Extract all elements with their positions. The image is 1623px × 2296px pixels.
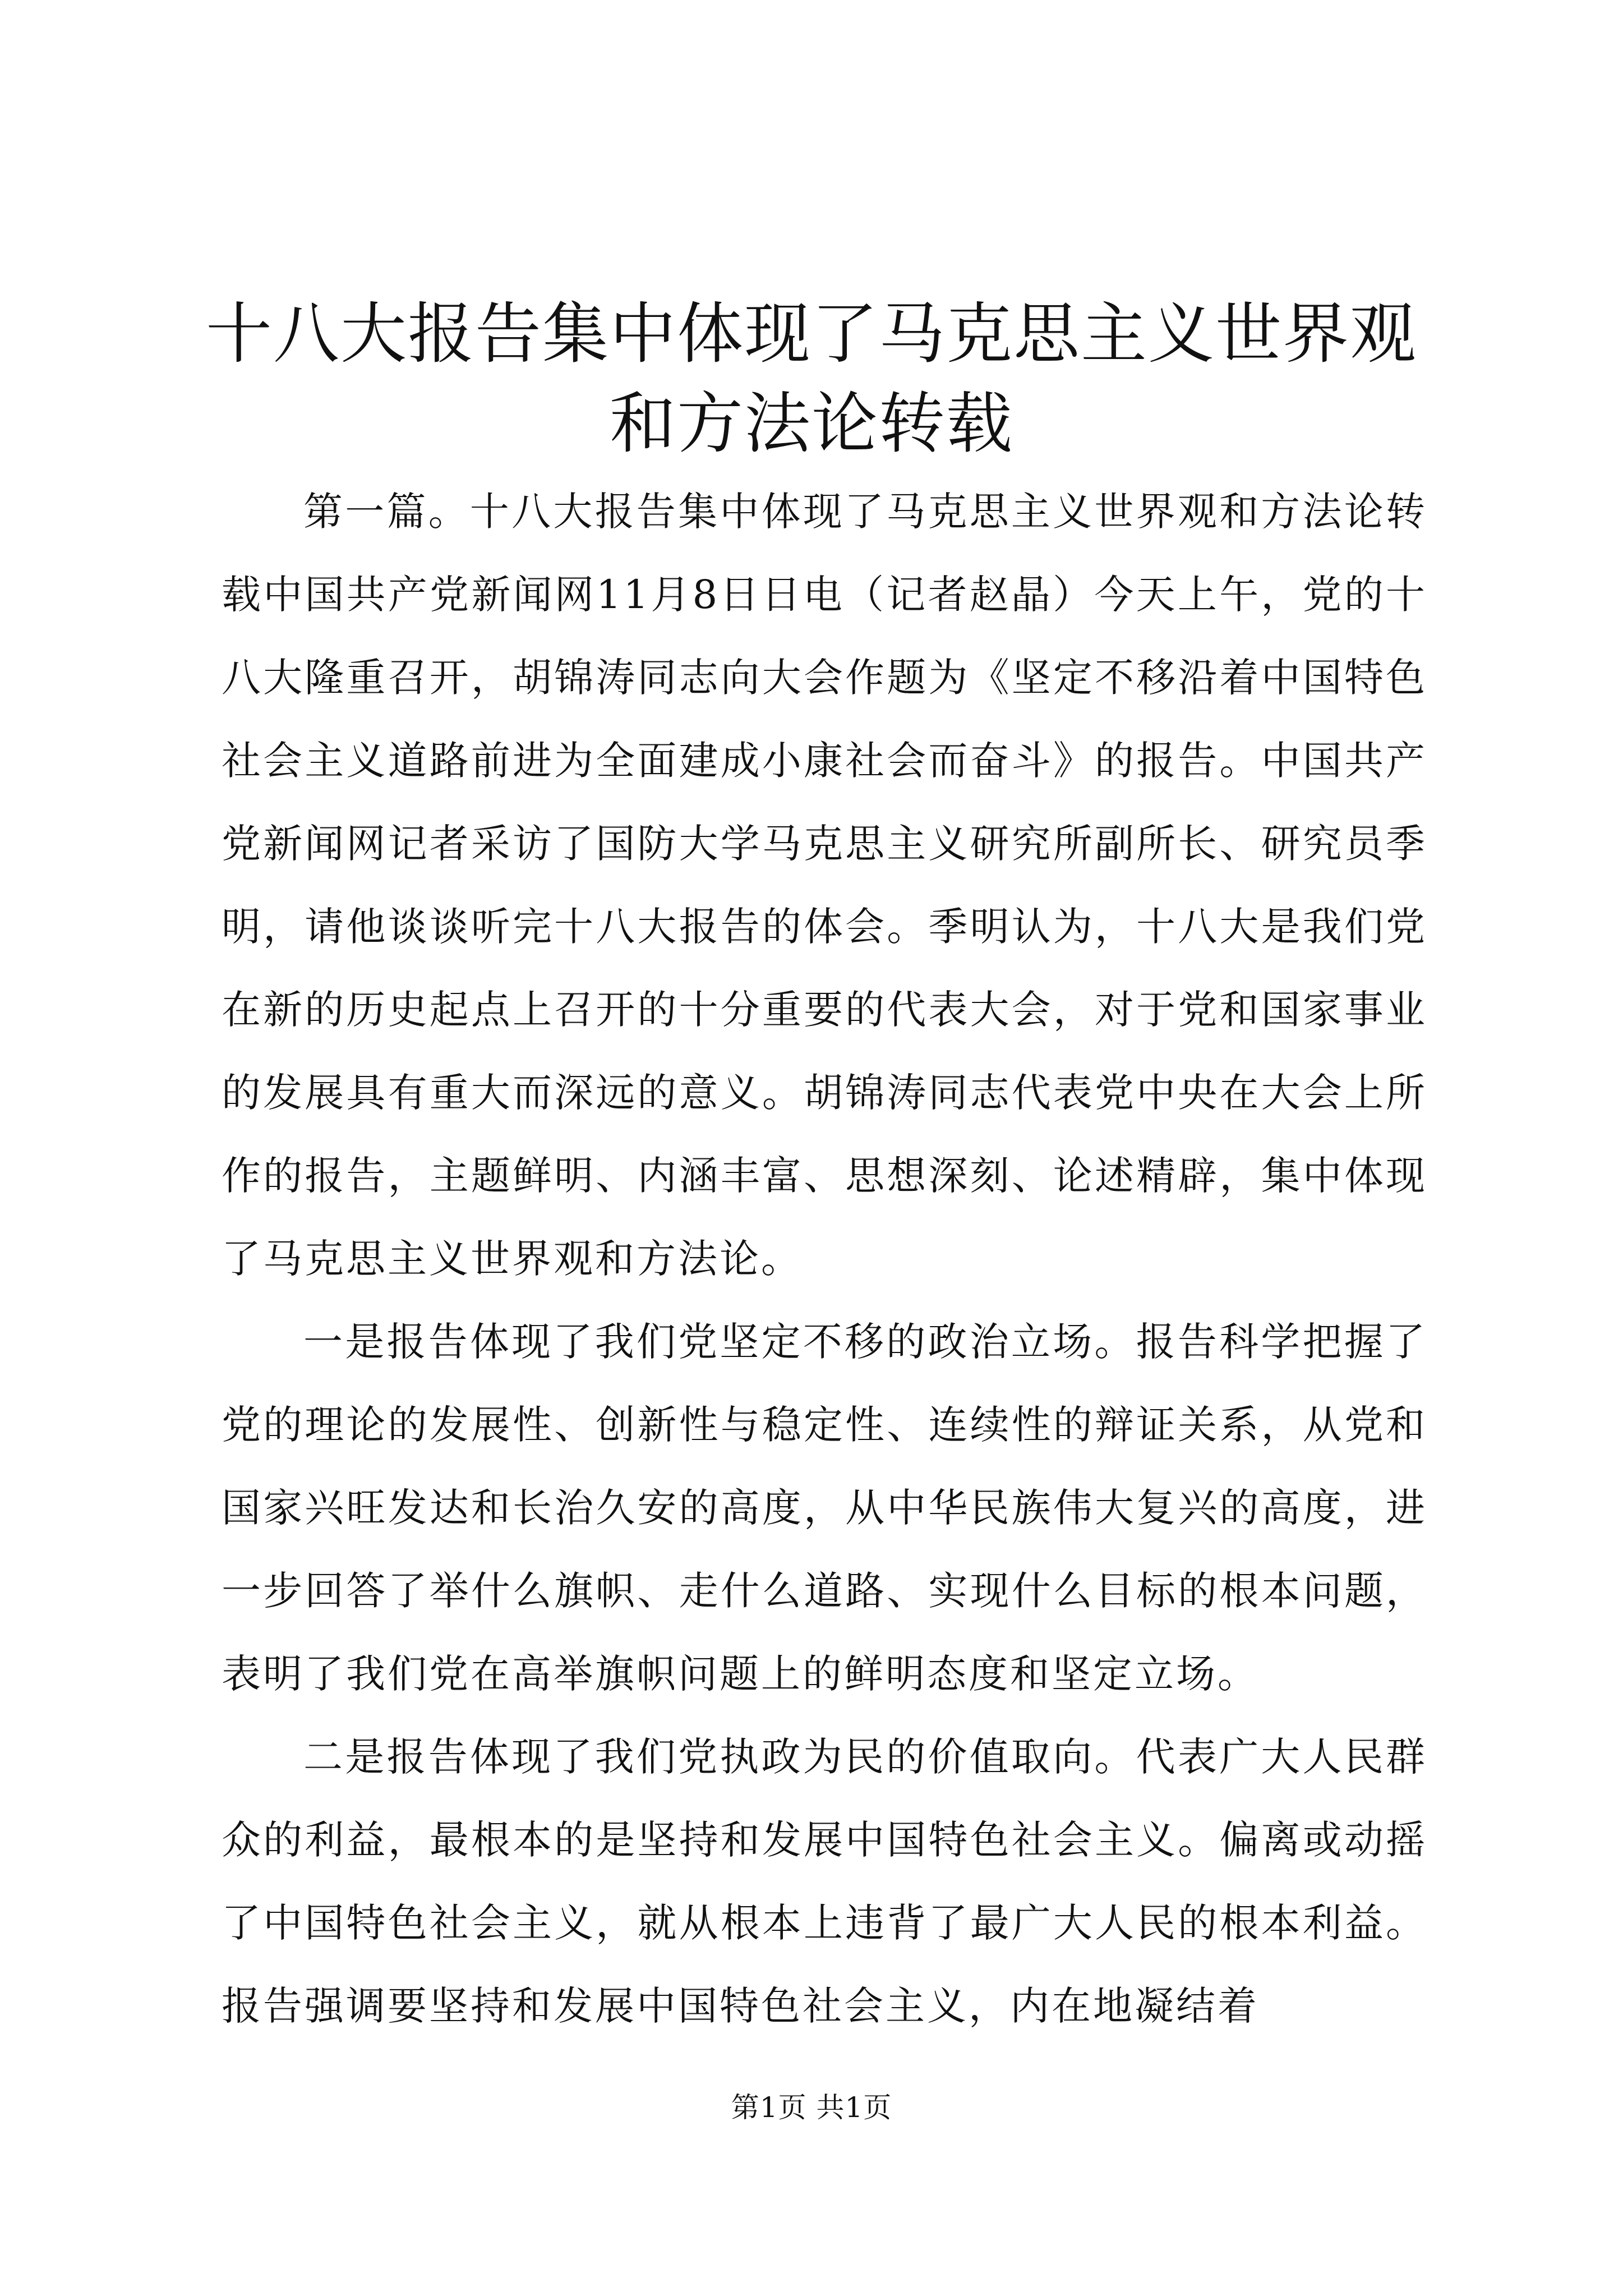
body-paragraph: 一是报告体现了我们党坚定不移的政治立场。报告科学把握了党的理论的发展性、创新性与稳定性、连续性的辩证关系，从党和国家兴旺发达和长治久安的高度，从中华民族伟大复兴的高度，进一步回答了举什么旗帜、走什么道路、实现什么目标的根本问题，表明了我们党在高举旗帜问题上的鲜明态度和坚定立场。: [222, 1319, 1427, 1697]
body-paragraph: 第一篇。十八大报告集中体现了马克思主义世界观和方法论转载中国共产党新闻网11月8日日电（记者赵晶）今天上午，党的十八大隆重召开，胡锦涛同志向大会作题为《坚定不移沿着中国特色社会主义道路前进为全面建成小康社会而奋斗》的报告。中国共产党新闻网记者采访了国防大学马克思主义研究所副所长、研究员季明，请他谈谈听完十八大报告的体会。季明认为，十八大是我们党在新的历史起点上召开的十分重要的代表大会，对于党和国家事业的发展具有重大而深远的意义。胡锦涛同志代表党中央在大会上所作的报告，主题鲜明、内涵丰富、思想深刻、论述精辟，集中体现了马克思主义世界观和方法论。: [222, 489, 1427, 1282]
document-body: [222, 470, 1427, 2047]
document-title: 十八大报告集中体现了马克思主义世界观和方法论转载: [205, 295, 1417, 462]
body-paragraph: 二是报告体现了我们党执政为民的价值取向。代表广大人民群众的利益，最根本的是坚持和发展中国特色社会主义。偏离或动摇了中国特色社会主义，就从根本上违背了最广大人民的根本利益。报告强调要坚持和发展中国特色社会主义，内在地凝结着: [222, 1734, 1427, 2029]
page-number-footer: 第1页 共1页: [731, 2091, 892, 2124]
